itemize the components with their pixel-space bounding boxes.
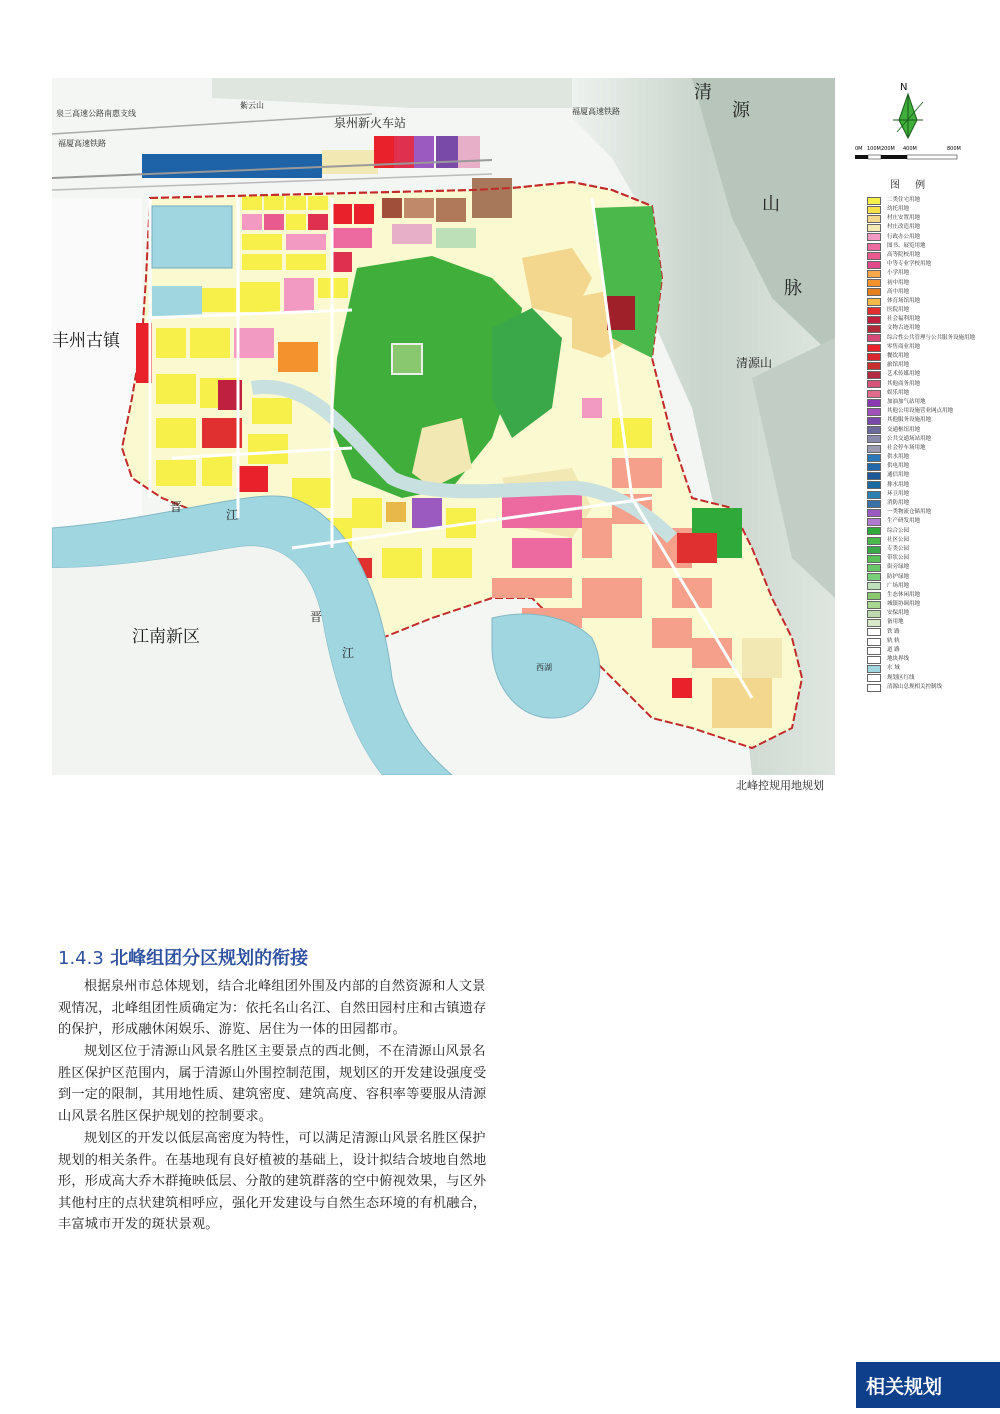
label-hill: 紫云山 [240,101,264,110]
legend-label: 供水用地 [887,454,910,461]
legend-item [867,279,987,288]
legend-item [867,655,987,664]
svg-text:N: N [900,82,908,93]
north-arrow-icon [873,80,943,150]
legend-swatch [867,307,881,315]
section-heading [58,944,308,970]
legend-swatch [867,371,881,379]
legend-swatch [867,252,881,260]
legend-swatch [867,206,881,214]
legend-label: 其他服务设施用地 [887,417,932,424]
legend-item [867,674,987,683]
legend-swatch [867,288,881,296]
legend-swatch [867,537,881,545]
legend-swatch [867,555,881,563]
legend-label: 村庄改造用地 [887,224,921,231]
legend-item [867,628,987,637]
legend-label: 高等院校用地 [887,251,921,258]
legend-item [867,683,987,692]
legend-label: 综合公园 [887,527,910,534]
legend-item [867,334,987,343]
station-block [322,150,378,174]
legend-swatch [867,481,881,489]
legend-swatch [867,582,881,590]
legend-label: 生产研发用地 [887,518,921,525]
legend-swatch [867,243,881,251]
legend-label: 艺术传媒用地 [887,371,921,378]
legend-label: 城镇协调用地 [887,601,921,608]
legend-label: 通信用地 [887,472,910,479]
label-mountain-3: 山 [762,194,780,215]
scale-label-4: 800M [947,146,961,152]
legend-item [867,407,987,416]
legend-label: 水 域 [887,665,900,672]
legend-swatch [867,426,881,434]
legend-swatch [867,628,881,636]
legend-swatch [867,573,881,581]
legend-label: 餐饮用地 [887,353,910,360]
legend-label: 专类公园 [887,545,910,552]
legend-label: 行政办公用地 [887,233,921,240]
legend-item [867,398,987,407]
legend-swatch [867,601,881,609]
legend-swatch [867,500,881,508]
legend-label: 广场用地 [887,582,910,589]
label-mountain-4: 脉 [784,278,802,299]
legend-label: 其他公用设施营业网点用地 [887,408,954,415]
legend-label: 社区公园 [887,536,910,543]
legend-item [867,417,987,426]
legend-label: 体育场馆用地 [887,297,921,304]
legend-label: 中等专业学校用地 [887,261,932,268]
scale-label-2: 200M [881,146,895,152]
legend-label: 街旁绿地 [887,564,910,571]
legend-item [867,242,987,251]
legend-title: 图 例 [890,180,932,191]
legend-swatch [867,527,881,535]
legend-list [867,196,987,692]
legend-label: 小学用地 [887,270,910,277]
legend-item [867,306,987,315]
paragraph-3: 规划区的开发以低层高密度为特性，可以满足清源山风景名胜区保护规划的相关条件。在基地现有良好植被的基础上，设计拟结合坡地自然地形，形成高大乔木群掩映低层、分散的建筑群落的空中俯视效果，与区外其他村庄的点状建筑相呼应，强化开发建设与自然生态环境的有机融合，丰富城市开发的斑状景观。 [58,1131,487,1232]
legend-item [867,609,987,618]
legend-item [867,444,987,453]
legend-label: 地块界线 [887,656,910,663]
legend-item [867,554,987,563]
legend-swatch [867,472,881,480]
legend-item [867,389,987,398]
legend-item [867,564,987,573]
legend-label: 村庄安置用地 [887,215,921,222]
legend-item [867,214,987,223]
legend-swatch [867,546,881,554]
legend-label: 清源山总规相关控制线 [887,683,943,690]
legend-swatch [867,325,881,333]
legend-swatch [867,408,881,416]
legend-swatch [867,509,881,517]
legend-swatch [867,647,881,655]
park-plaza [392,344,422,374]
label-jinjiang-1: 晋 [170,500,183,514]
legend-item [867,251,987,260]
legend-item [867,453,987,462]
legend-swatch [867,279,881,287]
label-mountain-1: 清 [694,82,712,103]
legend-item [867,325,987,334]
label-jinjiang-3: 晋 [310,610,323,624]
legend-item [867,205,987,214]
legend-label: 娱乐用地 [887,389,910,396]
legend-swatch [867,261,881,269]
legend-item [867,426,987,435]
legend-label: 环卫用地 [887,490,910,497]
station-block-3 [458,136,480,168]
legend-swatch [867,390,881,398]
legend-item [867,545,987,554]
legend-swatch [867,638,881,646]
legend-item [867,637,987,646]
legend-swatch [867,619,881,627]
legend-swatch [867,610,881,618]
scale-label-3: 400M [903,146,917,152]
section-title: 北峰组团分区规划的衔接 [110,948,309,969]
paragraph-1: 根据泉州市总体规划，结合北峰组团外围及内部的自然资源和人文景观情况，北峰组团性质确定为：依托名山名江、自然田园村庄和古镇遗存的保护，形成融休闲娱乐、游览、居住为一体的田园都市。 [58,979,487,1037]
section-number: 1.4.3 [58,948,104,969]
legend-label: 二类住宅用地 [887,196,921,203]
legend-item [867,380,987,389]
legend-label: 加油加气站用地 [887,398,926,405]
label-fengzhou: 丰州古镇 [52,331,120,351]
legend-swatch [867,197,881,205]
legend-label: 供电用地 [887,463,910,470]
legend-item [867,490,987,499]
legend-swatch [867,353,881,361]
legend-label: 消防用地 [887,500,910,507]
label-railway-1: 福厦高速铁路 [58,139,106,148]
legend-swatch [867,224,881,232]
legend-swatch [867,233,881,241]
legend-item [867,260,987,269]
scale-label-0: 0M [855,146,863,152]
label-jinjiang-2: 江 [226,508,239,522]
legend-label: 轨 轨 [887,637,900,644]
legend-item [867,646,987,655]
legend-item [867,462,987,471]
legend-label: 文物古迹用地 [887,325,921,332]
legend-item [867,288,987,297]
scale-label-1: 100M [867,146,881,152]
legend-label: 道 路 [887,647,900,654]
label-xihu: 西湖 [536,663,552,672]
legend-item [867,536,987,545]
legend-label: 备用地 [887,619,904,626]
label-mountain-2: 源 [732,100,750,121]
section-tab: 相关规划 [856,1362,1000,1408]
legend-label: 社会福利用地 [887,316,921,323]
legend-label: 规划区红线 [887,674,915,681]
legend-item [867,591,987,600]
legend-label: 图书、展览用地 [887,242,926,249]
legend-item [867,435,987,444]
legend-swatch [867,435,881,443]
legend-item [867,315,987,324]
legend-item [867,196,987,205]
legend-item [867,224,987,233]
legend-label: 生态休闲用地 [887,591,921,598]
legend-item [867,518,987,527]
legend-label: 综合性公共管理与公共服务设施用地 [887,334,976,341]
legend-label: 带状公园 [887,555,910,562]
legend-swatch [867,215,881,223]
legend-label: 初中用地 [887,279,910,286]
legend-label: 零售商业用地 [887,343,921,350]
legend-item [867,270,987,279]
legend-item [867,619,987,628]
legend-swatch [867,592,881,600]
legend-label: 交通枢纽用地 [887,426,921,433]
label-road-1: 泉三高速公路南惠支线 [56,109,136,118]
label-jinjiang-4: 江 [342,646,355,660]
legend-label: 防护绿地 [887,573,910,580]
legend-item [867,297,987,306]
legend-item [867,499,987,508]
legend-swatch [867,380,881,388]
legend-item [867,665,987,674]
legend-swatch [867,684,881,692]
legend-swatch [867,463,881,471]
legend-label: 排水用地 [887,481,910,488]
legend-label: 其他商务用地 [887,380,921,387]
legend-item [867,233,987,242]
legend-label: 社会停车场用地 [887,444,926,451]
legend-label: 高中用地 [887,288,910,295]
west-lake [152,206,232,268]
legend-label: 一类物流仓储用地 [887,509,932,516]
legend-item [867,352,987,361]
legend-swatch [867,316,881,324]
legend-swatch [867,298,881,306]
legend-item [867,371,987,380]
legend-label: 公共交通场站用地 [887,435,932,442]
legend-item [867,573,987,582]
legend-item [867,508,987,517]
legend-item [867,343,987,352]
legend-label: 铁 路 [887,628,900,635]
paragraph-2: 规划区位于清源山风景名胜区主要景点的西北侧，不在清源山风景名胜区保护区范围内，属于清源山外围控制范围，规划区的开发建设强度受到一定的限制，其用地性质、建筑密度、建筑高度、容积率等要服从清源山风景名胜区保护规划的控制要求。 [58,1044,487,1124]
legend-label: 旅馆用地 [887,362,910,369]
map-legend [855,80,985,770]
legend-item [867,600,987,609]
station-logistics-2 [436,136,458,168]
map-caption: 北峰控规用地规划 [736,779,824,792]
land-use-map [52,78,835,775]
legend-swatch [867,270,881,278]
legend-label: 幼托用地 [887,206,910,213]
west-pond [152,286,202,316]
legend-swatch [867,518,881,526]
legend-item [867,582,987,591]
legend-label: 医院用地 [887,307,910,314]
legend-swatch [867,674,881,682]
legend-label: 安保用地 [887,610,910,617]
legend-swatch [867,491,881,499]
legend-swatch [867,334,881,342]
rail-station-block [142,154,322,178]
label-railway-2: 福厦高速铁路 [572,107,620,116]
legend-swatch [867,656,881,664]
map-canvas [52,78,835,775]
legend-swatch [867,417,881,425]
label-station: 泉州新火车站 [334,116,407,130]
cultural-heritage-site [607,296,635,330]
legend-swatch [867,344,881,352]
label-qingyuanshan: 清源山 [736,356,773,370]
legend-swatch [867,445,881,453]
label-jiangnan: 江南新区 [132,627,200,647]
legend-item [867,481,987,490]
legend-swatch [867,564,881,572]
legend-swatch [867,362,881,370]
legend-swatch [867,454,881,462]
legend-swatch [867,665,881,673]
legend-item [867,361,987,370]
legend-swatch [867,399,881,407]
scale-bar [855,146,959,160]
legend-item [867,472,987,481]
legend-item [867,527,987,536]
